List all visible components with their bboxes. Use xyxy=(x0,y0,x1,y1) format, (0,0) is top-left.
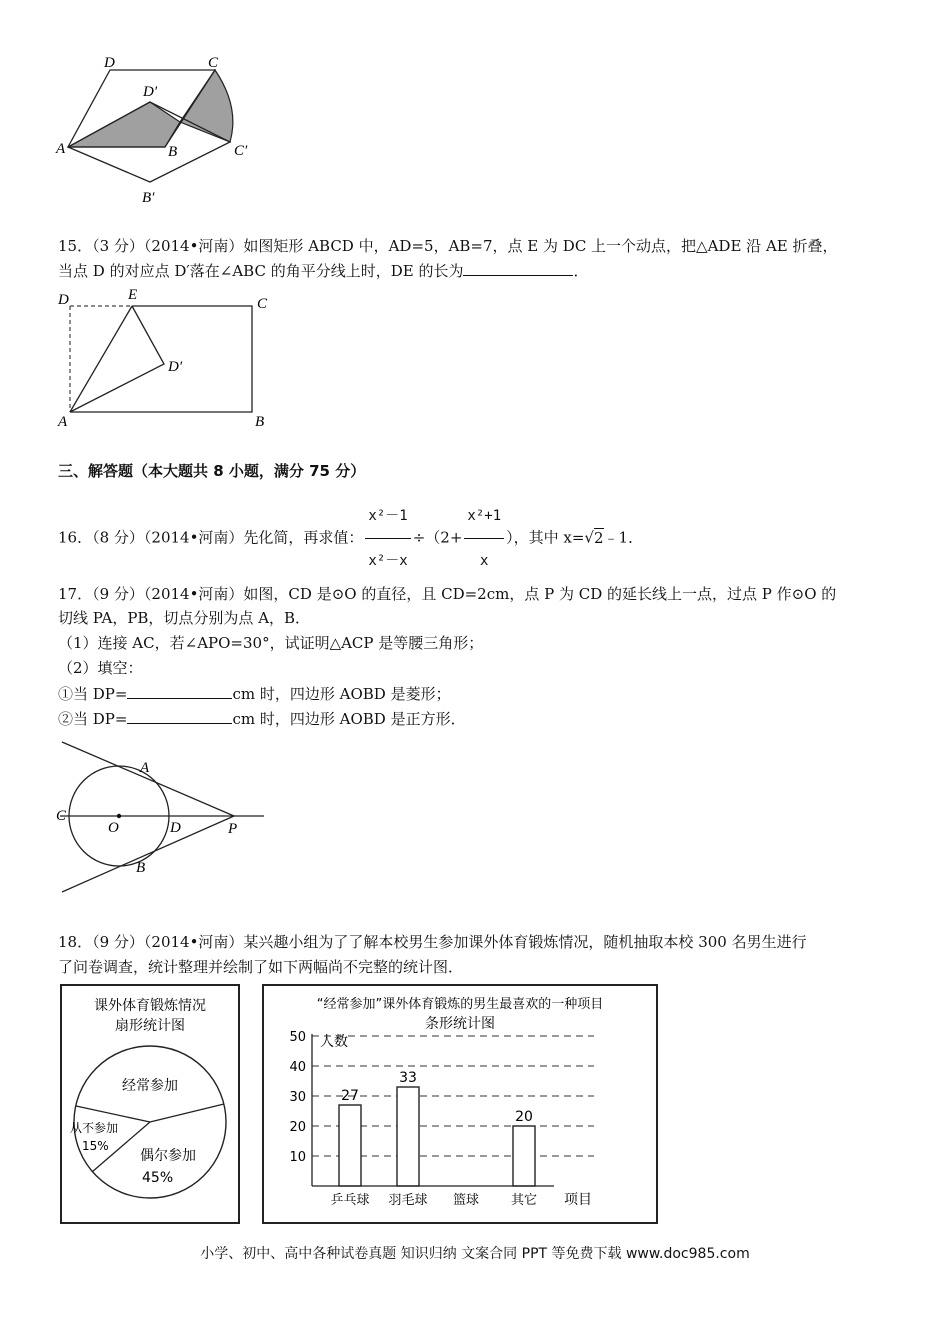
label-B: B xyxy=(255,414,265,430)
q16-plus: ÷（2+ xyxy=(412,528,463,547)
label-D: D xyxy=(104,55,115,71)
slice-border-1 xyxy=(150,1104,224,1122)
y-tick-label: 50 xyxy=(289,1030,306,1045)
pie-chart-panel xyxy=(60,984,240,1224)
bar-0 xyxy=(339,1105,361,1186)
bar-chart-subtitle: 条形统计图 xyxy=(425,1016,495,1032)
q15-line2 xyxy=(58,260,588,281)
q15-answer-blank[interactable] xyxy=(463,260,573,276)
pie-label-never: 从不参加 xyxy=(70,1121,119,1135)
label-A: A xyxy=(58,414,68,430)
q17-line5 xyxy=(58,683,451,704)
sqrt-radicand: 2 xyxy=(593,528,604,547)
q17-line3: （1）连接 AC，若∠APO=30°，试证明△ACP 是等腰三角形； xyxy=(58,634,484,652)
label-O: O xyxy=(108,820,119,836)
q16-prefix: 16．（8 分）（2014•河南）先化简，再求值： xyxy=(58,528,364,547)
q17-line4: （2）填空： xyxy=(58,659,143,677)
y-axis-label: 人数 xyxy=(320,1034,348,1050)
q17-line1: 17．（9 分）（2014•河南）如图，CD 是⊙O 的直径，且 CD=2cm，点 P 为 CD 的延长线上一点，过点 P 作⊙O 的 xyxy=(58,585,837,603)
sqrt-sign: √ xyxy=(584,528,594,547)
q17-line5-a: ①当 DP= xyxy=(58,685,128,703)
fraction-2 xyxy=(464,494,504,583)
fraction-1-numerator: x²－1 xyxy=(365,494,410,539)
section-heading: 三、解答题（本大题共 8 小题，满分 75 分） xyxy=(58,462,366,480)
bar-chart-title: “经常参加”课外体育锻炼的男生最喜欢的一种项目 xyxy=(316,997,604,1012)
label-B: B xyxy=(136,860,146,876)
pie-label-sometimes: 偶尔参加 xyxy=(140,1148,196,1164)
category-label: 篮球 xyxy=(452,1193,480,1208)
bar-1 xyxy=(397,1087,419,1186)
q18-line2: 了问卷调查，统计整理并绘制了如下两幅尚不完整的统计图． xyxy=(58,958,464,976)
label-A: A xyxy=(140,760,150,776)
figure-q17 xyxy=(52,736,272,896)
label-C: C xyxy=(56,808,67,824)
figure-q15 xyxy=(52,286,282,432)
label-D: D xyxy=(58,292,69,308)
footer: 小学、初中、高中各种试卷真题 知识归纳 文案合同 PPT 等免费下载 www.doc985.com xyxy=(200,1246,750,1262)
q18-line1: 18．（9 分）（2014•河南）某兴趣小组为了了解本校男生参加课外体育锻炼情况，随机抽取本校 300 名男生进行 xyxy=(58,933,807,951)
q17-blank-1[interactable] xyxy=(127,683,232,699)
y-tick-label: 40 xyxy=(289,1060,306,1075)
shaded-region-2 xyxy=(180,70,233,142)
q17-line6-a: ②当 DP= xyxy=(58,710,128,728)
figure-q14 xyxy=(50,52,270,214)
bar-chart xyxy=(264,986,656,1222)
label-E: E xyxy=(128,287,138,303)
pie-label-often: 经常参加 xyxy=(122,1078,178,1094)
q15-tail: ． xyxy=(573,262,589,280)
q16-suffix: ），其中 x= xyxy=(506,528,585,547)
x-axis-label: 项目 xyxy=(564,1192,592,1208)
y-tick-label: 30 xyxy=(289,1090,306,1105)
q17-line2: 切线 PA，PB，切点分别为点 A，B． xyxy=(58,609,311,627)
bar-value-label: 27 xyxy=(341,1088,359,1104)
label-Cp: C′ xyxy=(234,143,248,159)
category-label: 其它 xyxy=(510,1193,538,1208)
q15-line2-text: 当点 D 的对应点 D′落在∠ABC 的角平分线上时，DE 的长为 xyxy=(58,262,464,280)
category-label: 乒乓球 xyxy=(330,1193,370,1208)
bar-3 xyxy=(513,1126,535,1186)
bar-value-label: 33 xyxy=(399,1070,417,1086)
bar-chart-panel xyxy=(262,984,658,1224)
fraction-2-denominator: x xyxy=(480,553,489,569)
slice-border-2 xyxy=(76,1106,150,1122)
pie-title-2: 扇形统计图 xyxy=(115,1018,185,1034)
label-D: D xyxy=(170,820,181,836)
pie-pct-sometimes: 45% xyxy=(142,1170,174,1186)
q16-end: ﹣1． xyxy=(603,528,644,547)
label-A: A xyxy=(56,141,66,157)
label-C: C xyxy=(208,55,219,71)
label-Dp: D′ xyxy=(143,84,158,100)
pie-pct-never: 15% xyxy=(82,1139,109,1153)
fraction-1 xyxy=(365,494,410,583)
q15-line1: 15．（3 分）（2014•河南）如图矩形 ABCD 中，AD=5，AB=7，点 E 为 DC 上一个动点，把△ADE 沿 AE 折叠， xyxy=(58,237,838,255)
label-Dp: D′ xyxy=(168,359,183,375)
fraction-2-numerator: x²+1 xyxy=(464,494,504,539)
fraction-1-denominator: x²－x xyxy=(368,553,408,569)
bar-value-label: 20 xyxy=(515,1109,533,1125)
q16 xyxy=(58,494,643,583)
category-label: 羽毛球 xyxy=(388,1193,428,1208)
q17-line5-b: cm 时，四边形 AOBD 是菱形； xyxy=(232,685,451,703)
pie-title-1: 课外体育锻炼情况 xyxy=(94,998,206,1014)
y-tick-label: 10 xyxy=(289,1150,306,1165)
label-B: B xyxy=(168,144,178,160)
label-Bp: B′ xyxy=(142,190,155,206)
label-P: P xyxy=(228,821,238,837)
q17-line6-b: cm 时，四边形 AOBD 是正方形． xyxy=(232,710,466,728)
q17-line6 xyxy=(58,708,466,729)
y-tick-label: 20 xyxy=(289,1120,306,1135)
label-C: C xyxy=(257,296,268,312)
q17-blank-2[interactable] xyxy=(127,708,232,724)
pie-chart xyxy=(62,986,238,1222)
